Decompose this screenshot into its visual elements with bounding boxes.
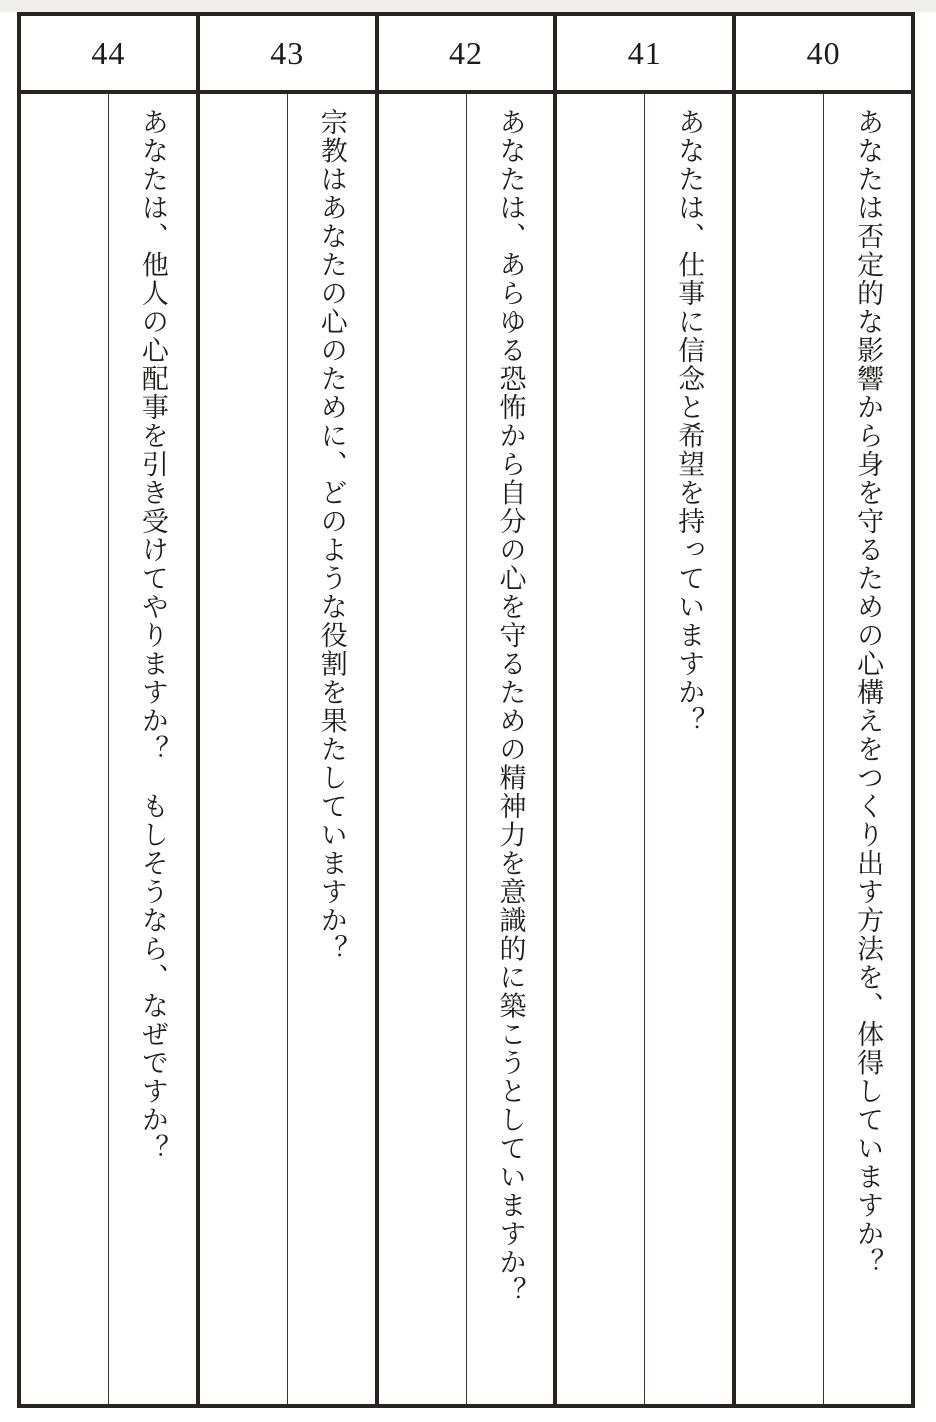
question-column-43 (196, 16, 375, 1404)
question-text: あなたは、あらゆる恐怖から自分の心を守るための精神力を意識的に築こうとしていますか？ (494, 108, 526, 1305)
question-text: 宗教はあなたの心のために、どのような役割を果たしていますか？ (315, 108, 347, 963)
answer-writing-area (379, 94, 467, 1404)
question-text-area (645, 94, 732, 1404)
question-text-area (288, 94, 375, 1404)
question-text-area (824, 94, 911, 1404)
question-number: 43 (200, 16, 375, 94)
question-body (200, 94, 375, 1404)
question-body (736, 94, 911, 1404)
answer-writing-area (200, 94, 288, 1404)
answer-writing-area (736, 94, 824, 1404)
question-text: あなたは、仕事に信念と希望を持っていますか？ (673, 108, 705, 735)
question-worksheet (17, 12, 915, 1408)
question-text-area (109, 94, 196, 1404)
question-number: 40 (736, 16, 911, 94)
question-column-44 (21, 16, 196, 1404)
question-body (21, 94, 196, 1404)
question-column-42 (375, 16, 554, 1404)
question-body (379, 94, 554, 1404)
answer-writing-area (557, 94, 645, 1404)
question-number: 42 (379, 16, 554, 94)
question-text: あなたは否定的な影響から身を守るための心構えをつくり出す方法を、体得していますか？ (852, 108, 884, 1277)
question-number: 44 (21, 16, 196, 94)
answer-writing-area (21, 94, 109, 1404)
question-body (557, 94, 732, 1404)
question-text-area (467, 94, 554, 1404)
top-strip (0, 0, 936, 12)
question-column-40 (732, 16, 911, 1404)
question-number: 41 (557, 16, 732, 94)
question-text: あなたは、他人の心配事を引き受けてやりますか？ もしそうなら、なぜですか？ (136, 108, 168, 1163)
question-column-41 (553, 16, 732, 1404)
